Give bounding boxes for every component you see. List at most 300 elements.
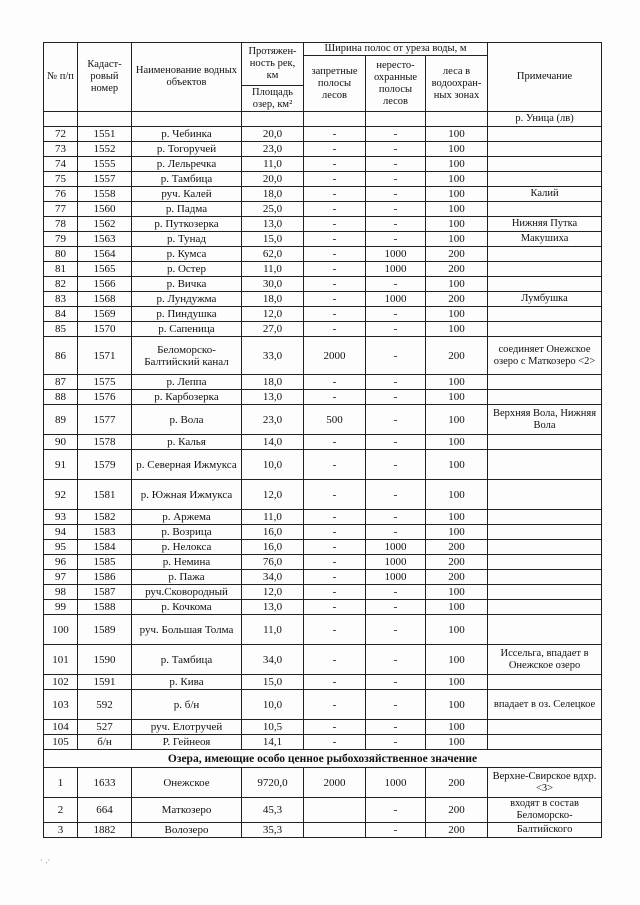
note [488,735,602,750]
cadastral-number: 1587 [78,585,132,600]
waterprotect-width: 100 [426,157,488,172]
water-body-name: р. Тамбица [132,645,242,675]
table-row [44,307,602,322]
water-body-name: р. Северная Ижмукса [132,450,242,480]
spawning-width: - [366,375,426,390]
table-row [44,375,602,390]
row-number: 3 [44,823,78,838]
table-row [44,232,602,247]
cadastral-number: 1583 [78,525,132,540]
table-row [44,720,602,735]
water-body-name: р. Леппа [132,375,242,390]
row-number: 81 [44,262,78,277]
note [488,555,602,570]
spawning-width: - [366,690,426,720]
row-number: 94 [44,525,78,540]
table-row [44,247,602,262]
length-or-area: 13,0 [242,217,304,232]
table-row [44,798,602,823]
forbidden-width: - [304,510,366,525]
length-or-area: 9720,0 [242,768,304,798]
spawning-width: 1000 [366,768,426,798]
waterprotect-width: 100 [426,645,488,675]
waterprotect-width: 200 [426,337,488,375]
water-body-name: р. Возрица [132,525,242,540]
table-row [44,217,602,232]
spawning-width: 1000 [366,570,426,585]
table-row [44,823,602,838]
forbidden-width: 2000 [304,768,366,798]
cadastral-number: 1571 [78,337,132,375]
cadastral-number: б/н [78,735,132,750]
row-number: 79 [44,232,78,247]
note [488,277,602,292]
length-or-area: 34,0 [242,570,304,585]
row-number: 83 [44,292,78,307]
spawning-width: - [366,187,426,202]
waterprotect-width: 100 [426,690,488,720]
cadastral-number: 1591 [78,675,132,690]
table-row [44,690,602,720]
cadastral-number: 1575 [78,375,132,390]
row-number: 101 [44,645,78,675]
cadastral-number: 1557 [78,172,132,187]
note [488,322,602,337]
note [488,435,602,450]
waterprotect-width: 200 [426,262,488,277]
row-number: 89 [44,405,78,435]
water-body-name: р. Остер [132,262,242,277]
water-body-name: р. Путкозерка [132,217,242,232]
water-body-name: Беломорско-Балтийский канал [132,337,242,375]
table-row [44,127,602,142]
waterprotect-width: 100 [426,142,488,157]
cadastral-number: 1586 [78,570,132,585]
water-body-name: р. Немина [132,555,242,570]
note [488,142,602,157]
water-body-name: р. Карбозерка [132,390,242,405]
row-number: 74 [44,157,78,172]
waterprotect-width: 100 [426,187,488,202]
waterprotect-width: 200 [426,823,488,838]
waterprotect-width: 100 [426,615,488,645]
water-body-name: р. б/н [132,690,242,720]
length-or-area: 62,0 [242,247,304,262]
spawning-width: - [366,435,426,450]
note: Балтийского [488,823,602,838]
cadastral-number: 1579 [78,450,132,480]
row-number: 1 [44,768,78,798]
cadastral-number: 1568 [78,292,132,307]
forbidden-width: - [304,720,366,735]
cadastral-number: 1563 [78,232,132,247]
forbidden-width [304,823,366,838]
spawning-width: - [366,480,426,510]
cadastral-number: 1565 [78,262,132,277]
note [488,202,602,217]
waterprotect-width: 100 [426,232,488,247]
cadastral-number: 1566 [78,277,132,292]
table-row [44,262,602,277]
cadastral-number: 1581 [78,480,132,510]
length-or-area: 25,0 [242,202,304,217]
header-area: Площадь озер, км² [242,86,304,112]
water-body-name: р. Тунад [132,232,242,247]
cadastral-number: 1558 [78,187,132,202]
table-body [44,112,602,838]
spawning-width: - [366,525,426,540]
water-body-name: руч.Сковородный [132,585,242,600]
waterprotect-width: 100 [426,450,488,480]
cadastral-number: 1564 [78,247,132,262]
forbidden-width: - [304,157,366,172]
length-or-area: 10,0 [242,450,304,480]
forbidden-width: - [304,307,366,322]
waterprotect-width: 100 [426,307,488,322]
water-body-name: руч. Большая Толма [132,615,242,645]
spawning-width: - [366,823,426,838]
forbidden-width: - [304,675,366,690]
note [488,510,602,525]
water-body-name: р. Кива [132,675,242,690]
spawning-width: 1000 [366,555,426,570]
water-body-name: р. Нелокса [132,540,242,555]
water-body-name: руч. Елотручей [132,720,242,735]
row-number: 73 [44,142,78,157]
table-row [44,768,602,798]
waterprotect-width: 200 [426,292,488,307]
row-number: 75 [44,172,78,187]
waterprotect-width: 100 [426,172,488,187]
row-number: 96 [44,555,78,570]
length-or-area: 33,0 [242,337,304,375]
forbidden-width: - [304,127,366,142]
table-row [44,405,602,435]
water-bodies-table [43,42,602,838]
table-row [44,585,602,600]
row-number: 84 [44,307,78,322]
row-number: 2 [44,798,78,823]
water-body-name: р. Лельречка [132,157,242,172]
waterprotect-width: 100 [426,435,488,450]
length-or-area: 20,0 [242,172,304,187]
table-row [44,157,602,172]
row-number: 100 [44,615,78,645]
note [488,390,602,405]
spawning-width: 1000 [366,262,426,277]
row-number: 78 [44,217,78,232]
water-body-name: р. Вола [132,405,242,435]
table-row [44,142,602,157]
note [488,375,602,390]
spawning-width: - [366,337,426,375]
note [488,615,602,645]
note: Калий [488,187,602,202]
length-or-area: 20,0 [242,127,304,142]
spawning-width: - [366,510,426,525]
row-number: 80 [44,247,78,262]
forbidden-width: - [304,247,366,262]
water-body-name: р. Кочкома [132,600,242,615]
table-row [44,202,602,217]
forbidden-width: - [304,450,366,480]
table-row [44,540,602,555]
length-or-area: 76,0 [242,555,304,570]
note [488,525,602,540]
water-body-name: р. Калья [132,435,242,450]
row-number: 99 [44,600,78,615]
row-number: 104 [44,720,78,735]
length-or-area: 27,0 [242,322,304,337]
table-row [44,600,602,615]
row-number: 82 [44,277,78,292]
forbidden-width: - [304,390,366,405]
note: Верхне-Свирское вдхр. <3> [488,768,602,798]
cadastral-number: 1633 [78,768,132,798]
forbidden-width: - [304,277,366,292]
cadastral-number: 1589 [78,615,132,645]
table-row [44,277,602,292]
cadastral-number: 1590 [78,645,132,675]
row-number: 95 [44,540,78,555]
carry-over-row [44,112,602,127]
cadastral-number: 1569 [78,307,132,322]
note [488,675,602,690]
cadastral-number: 1882 [78,823,132,838]
forbidden-width: - [304,172,366,187]
length-or-area: 15,0 [242,675,304,690]
note: соединяет Онежское озеро с Маткозеро <2> [488,337,602,375]
forbidden-width: - [304,187,366,202]
note [488,247,602,262]
cadastral-number: 1551 [78,127,132,142]
water-body-name: Волозеро [132,823,242,838]
section-title: Озера, имеющие особо ценное рыбохозяйственное значение [44,750,602,768]
forbidden-width: - [304,585,366,600]
note [488,585,602,600]
note [488,480,602,510]
length-or-area: 23,0 [242,405,304,435]
water-body-name: р. Чебинка [132,127,242,142]
forbidden-width: - [304,480,366,510]
note: входят в состав Беломорско- [488,798,602,823]
forbidden-width: - [304,262,366,277]
spawning-width: - [366,798,426,823]
row-number: 97 [44,570,78,585]
spawning-width: - [366,142,426,157]
forbidden-width: - [304,232,366,247]
note [488,600,602,615]
cadastral-number: 592 [78,690,132,720]
forbidden-width: - [304,600,366,615]
header-cadastral: Кадаст-ровый номер [78,43,132,112]
cadastral-number: 1552 [78,142,132,157]
header-num: № п/п [44,43,78,112]
spawning-width: - [366,307,426,322]
cadastral-number: 1585 [78,555,132,570]
forbidden-width: - [304,615,366,645]
spawning-width: - [366,600,426,615]
cadastral-number: 1562 [78,217,132,232]
forbidden-width: - [304,292,366,307]
row-number: 98 [44,585,78,600]
forbidden-width: 2000 [304,337,366,375]
spawning-width: - [366,450,426,480]
length-or-area: 16,0 [242,525,304,540]
length-or-area: 14,1 [242,735,304,750]
cadastral-number: 1555 [78,157,132,172]
cadastral-number: 1582 [78,510,132,525]
table-row [44,510,602,525]
spawning-width: - [366,172,426,187]
waterprotect-width: 100 [426,480,488,510]
length-or-area: 11,0 [242,262,304,277]
length-or-area: 13,0 [242,600,304,615]
water-body-name: р. Аржема [132,510,242,525]
water-body-name: Маткозеро [132,798,242,823]
water-body-name: р. Вичка [132,277,242,292]
table-row [44,570,602,585]
forbidden-width: - [304,142,366,157]
forbidden-width [304,798,366,823]
table-row [44,480,602,510]
table-row [44,435,602,450]
length-or-area: 18,0 [242,187,304,202]
waterprotect-width: 100 [426,322,488,337]
waterprotect-width: 200 [426,555,488,570]
length-or-area: 13,0 [242,390,304,405]
table-row [44,187,602,202]
length-or-area: 16,0 [242,540,304,555]
water-body-name: р. Лундужма [132,292,242,307]
waterprotect-width: 200 [426,570,488,585]
row-number: 85 [44,322,78,337]
row-number: 92 [44,480,78,510]
row-number: 102 [44,675,78,690]
spawning-width: - [366,157,426,172]
cadastral-number: 1576 [78,390,132,405]
spawning-width: - [366,615,426,645]
length-or-area: 12,0 [242,585,304,600]
length-or-area: 14,0 [242,435,304,450]
spawning-width: - [366,232,426,247]
waterprotect-width: 100 [426,720,488,735]
water-body-name: р. Падма [132,202,242,217]
length-or-area: 34,0 [242,645,304,675]
table-row [44,337,602,375]
length-or-area: 11,0 [242,157,304,172]
forbidden-width: - [304,435,366,450]
note [488,157,602,172]
waterprotect-width: 100 [426,585,488,600]
header-name: Наименование водных объектов [132,43,242,112]
waterprotect-width: 100 [426,525,488,540]
note [488,262,602,277]
note [488,307,602,322]
row-number: 93 [44,510,78,525]
spawning-width: 1000 [366,247,426,262]
cadastral-number: 1578 [78,435,132,450]
note: Нижняя Путка [488,217,602,232]
table-row [44,390,602,405]
note [488,540,602,555]
row-number: 87 [44,375,78,390]
note [488,450,602,480]
forbidden-width: - [304,690,366,720]
note: Макушиха [488,232,602,247]
note: впадает в оз. Селецкое [488,690,602,720]
length-or-area: 10,0 [242,690,304,720]
spawning-width: - [366,585,426,600]
header-note: Примечание [488,43,602,112]
length-or-area: 15,0 [242,232,304,247]
row-number: 90 [44,435,78,450]
spawning-width: - [366,645,426,675]
table-row [44,450,602,480]
waterprotect-width: 100 [426,735,488,750]
table-row [44,172,602,187]
cadastral-number: 1577 [78,405,132,435]
water-body-name: р. Пажа [132,570,242,585]
forbidden-width: - [304,217,366,232]
row-number: 86 [44,337,78,375]
water-body-name: р. Пиндушка [132,307,242,322]
waterprotect-width: 200 [426,798,488,823]
waterprotect-width: 200 [426,247,488,262]
note: Верхняя Вола, Нижняя Вола [488,405,602,435]
waterprotect-width: 100 [426,390,488,405]
length-or-area: 35,3 [242,823,304,838]
length-or-area: 12,0 [242,480,304,510]
waterprotect-width: 100 [426,127,488,142]
table-row [44,525,602,540]
spawning-width: - [366,405,426,435]
length-or-area: 11,0 [242,615,304,645]
length-or-area: 45,3 [242,798,304,823]
waterprotect-width: 100 [426,405,488,435]
row-number: 103 [44,690,78,720]
waterprotect-width: 100 [426,600,488,615]
table-row [44,615,602,645]
forbidden-width: 500 [304,405,366,435]
spawning-width: - [366,675,426,690]
waterprotect-width: 100 [426,202,488,217]
header-spawning: нересто-охранные полосы лесов [366,56,426,112]
cadastral-number: 664 [78,798,132,823]
note [488,172,602,187]
table-row [44,555,602,570]
spawning-width: - [366,202,426,217]
water-body-name: Онежское [132,768,242,798]
forbidden-width: - [304,525,366,540]
waterprotect-width: 100 [426,277,488,292]
forbidden-width: - [304,540,366,555]
note [488,720,602,735]
spawning-width: - [366,735,426,750]
cadastral-number: 1570 [78,322,132,337]
table-row [44,735,602,750]
length-or-area: 30,0 [242,277,304,292]
forbidden-width: - [304,375,366,390]
water-body-name: р. Кумса [132,247,242,262]
water-body-name: р. Тогоручей [132,142,242,157]
row-number: 91 [44,450,78,480]
spawning-width: - [366,720,426,735]
forbidden-width: - [304,645,366,675]
note [488,570,602,585]
waterprotect-width: 200 [426,540,488,555]
row-number: 72 [44,127,78,142]
